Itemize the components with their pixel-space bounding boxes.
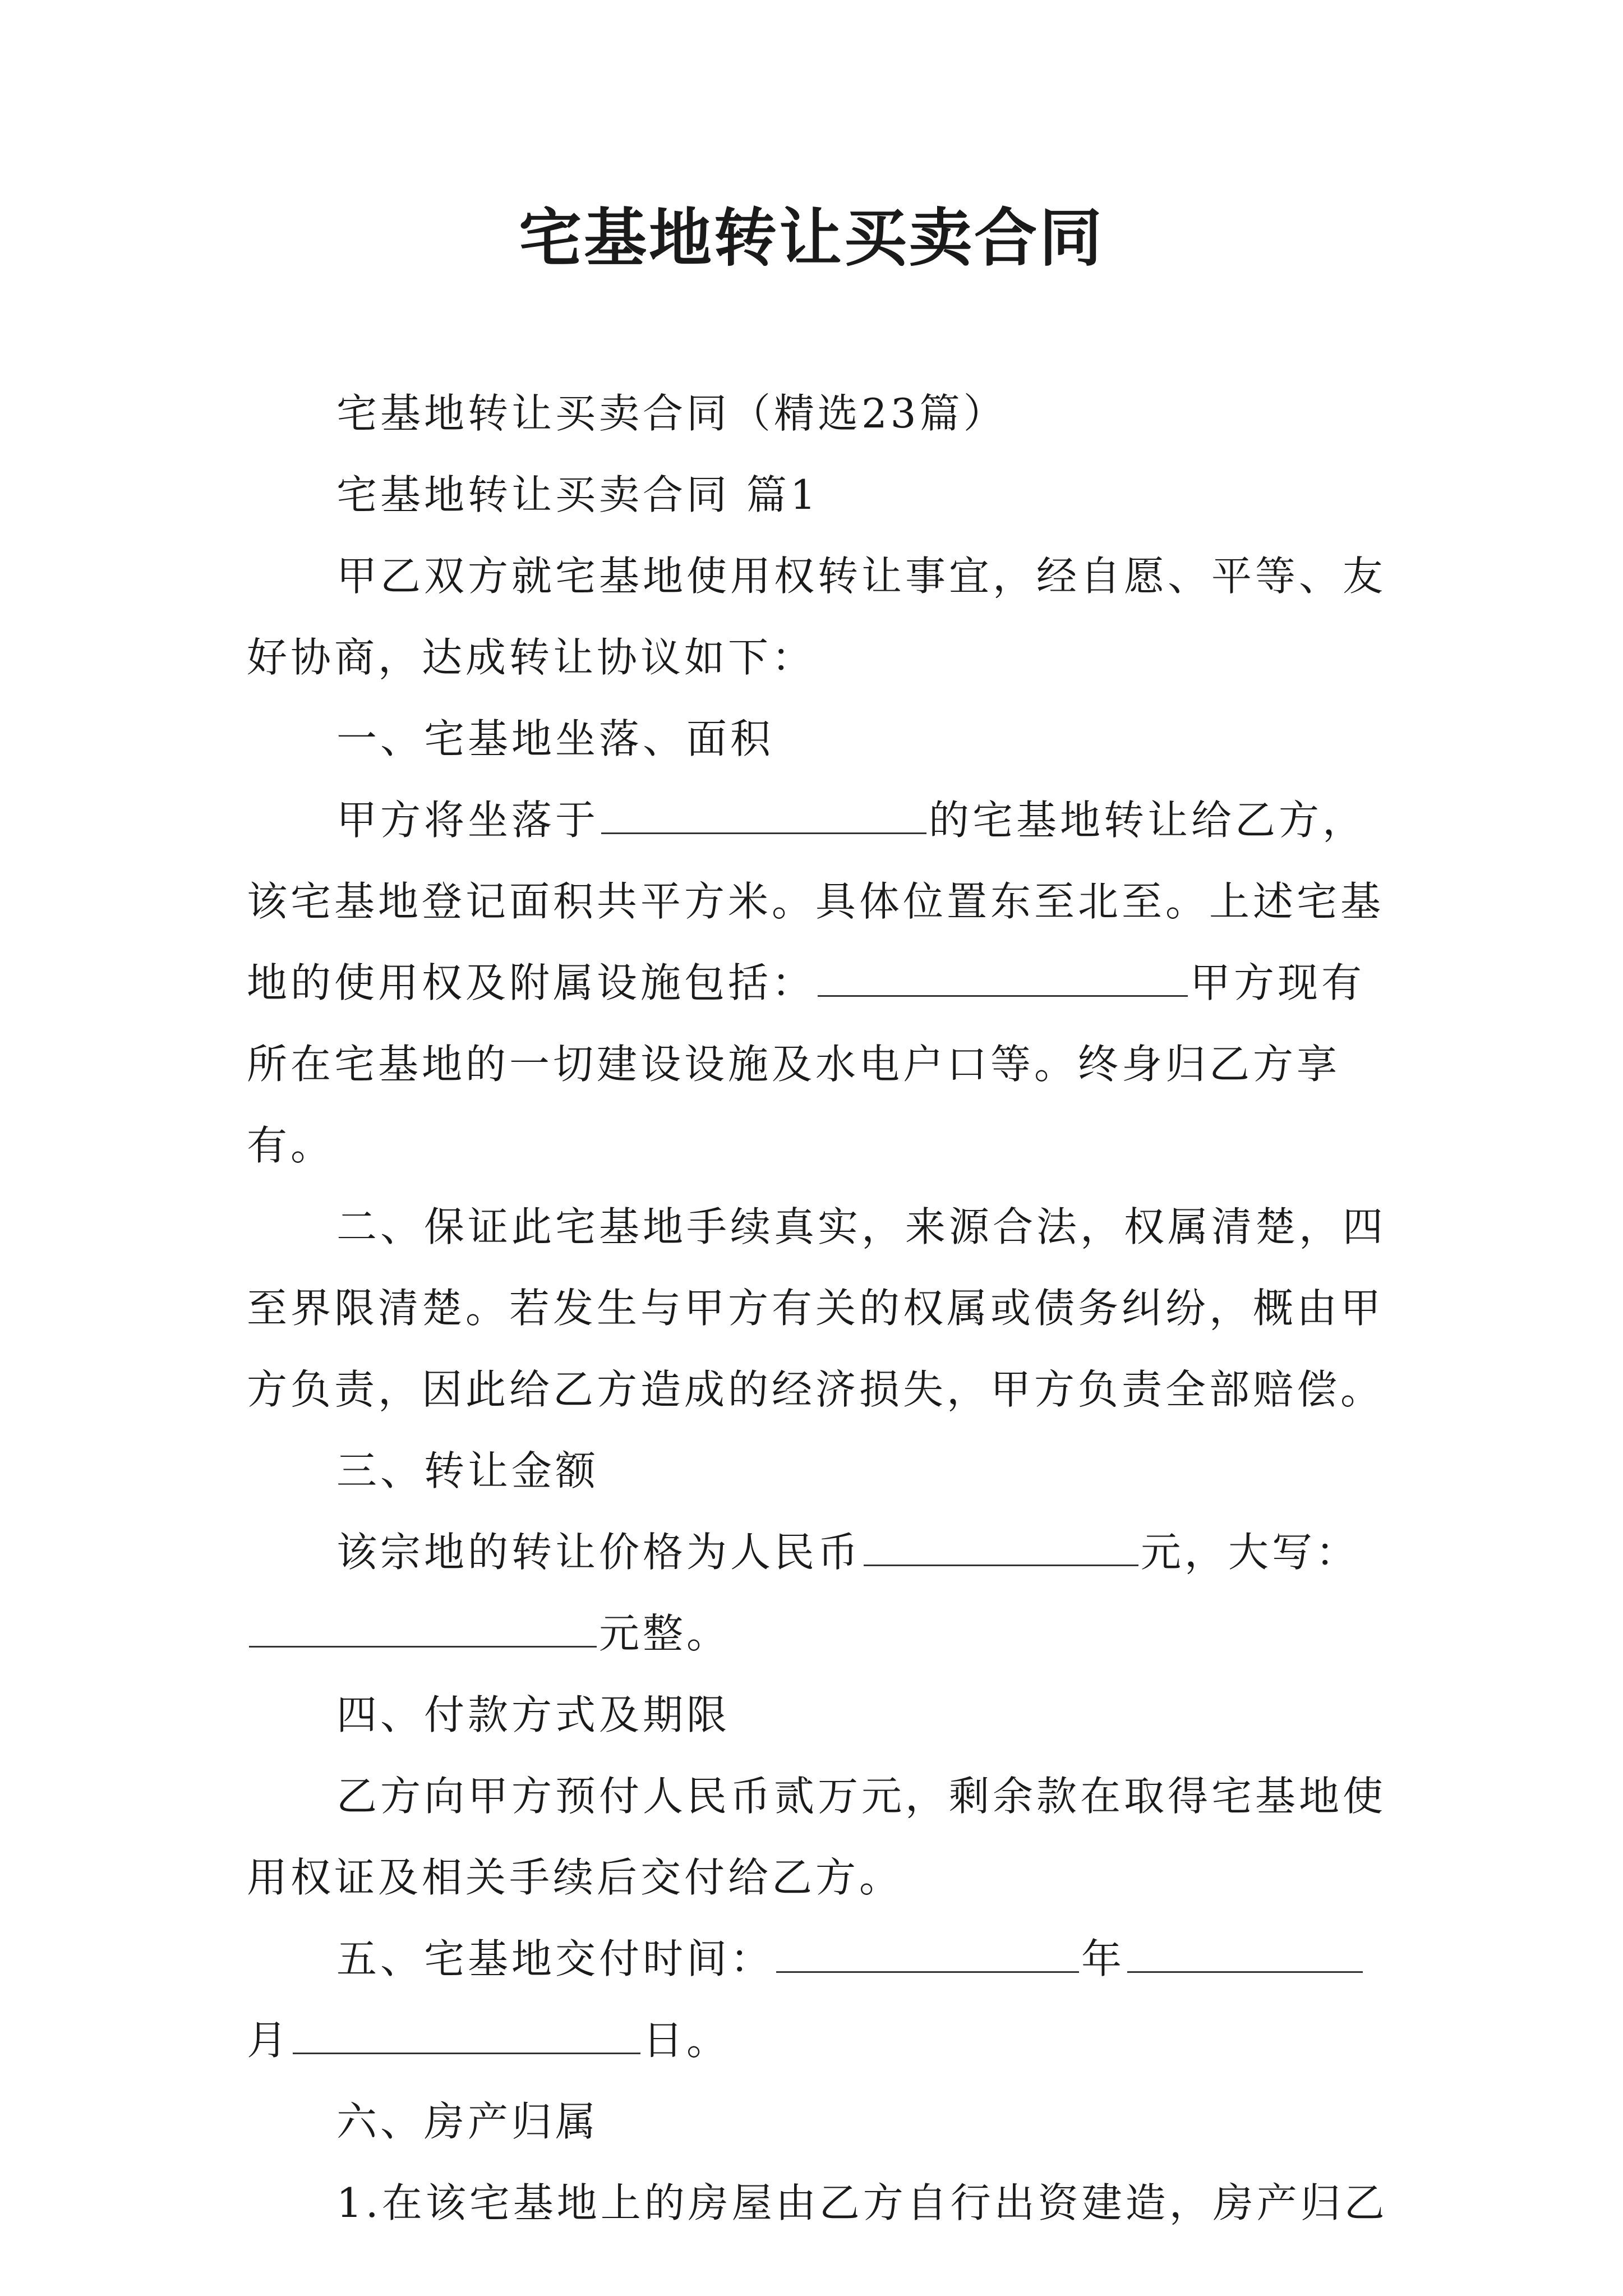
section-4-heading: 四、付款方式及期限	[336, 1691, 731, 1738]
section-6-item-1: 1.在该宅基地上的房屋由乙方自行出资建造，房产归乙	[336, 2179, 1388, 2226]
day-blank	[293, 2019, 640, 2054]
section-1-text-b: 的宅基地转让给乙方，该宅基地登记面积共平方米。具体位置东至北至。上述宅基地的使用权及附属设施包括：	[247, 797, 1385, 1006]
facilities-blank	[818, 961, 1188, 997]
section-6-heading: 六、房产归属	[336, 2098, 600, 2145]
section-5-text-b: 年	[1081, 1935, 1126, 1982]
section-5-text-d: 日。	[643, 2017, 731, 2064]
month-pre-blank	[1127, 1938, 1363, 1973]
section-1-text-c: 甲方现有所在宅基地的一切建设设施及水电户口等。终身归乙方享有。	[247, 959, 1366, 1169]
section-3-text-c: 元整。	[599, 1610, 731, 1657]
section-2-paragraph: 二、保证此宅基地手续真实，来源合法，权属清楚，四至界限清楚。若发生与甲方有关的权属或债务纠纷，概由甲方负责，因此给乙方造成的经济损失，甲方负责全部赔偿。	[247, 1203, 1387, 1413]
section-5-text-c: 月	[247, 2017, 291, 2064]
section-1-text-a: 甲方将坐落于	[336, 797, 600, 844]
price-capital-blank	[249, 1612, 597, 1648]
section-5-paragraph	[247, 1918, 1399, 2081]
year-blank	[776, 1938, 1079, 1973]
section-5-text-a: 五、宅基地交付时间：	[336, 1935, 774, 1982]
document-title: 宅基地转让买卖合同	[519, 201, 1104, 275]
document-body	[247, 373, 1399, 2244]
price-blank	[864, 1531, 1138, 1566]
section-3-text-a: 该宗地的转让价格为人民币	[336, 1529, 862, 1576]
section-3-heading: 三、转让金额	[336, 1447, 600, 1494]
section-3-text-b: 元，大写：	[1141, 1529, 1360, 1576]
location-blank	[601, 799, 926, 834]
intro-paragraph: 甲乙双方就宅基地使用权转让事宜，经自愿、平等、友好协商，达成转让协议如下：	[247, 553, 1387, 681]
section-1-heading: 一、宅基地坐落、面积	[336, 715, 774, 762]
section-3-paragraph	[247, 1512, 1399, 1674]
collection-heading: 宅基地转让买卖合同（精选23篇）	[336, 390, 1007, 437]
article-heading: 宅基地转让买卖合同 篇1	[336, 471, 819, 518]
section-1-paragraph	[247, 780, 1399, 1186]
section-4-paragraph: 乙方向甲方预付人民币贰万元，剩余款在取得宅基地使用权证及相关手续后交付给乙方。	[247, 1773, 1387, 1901]
